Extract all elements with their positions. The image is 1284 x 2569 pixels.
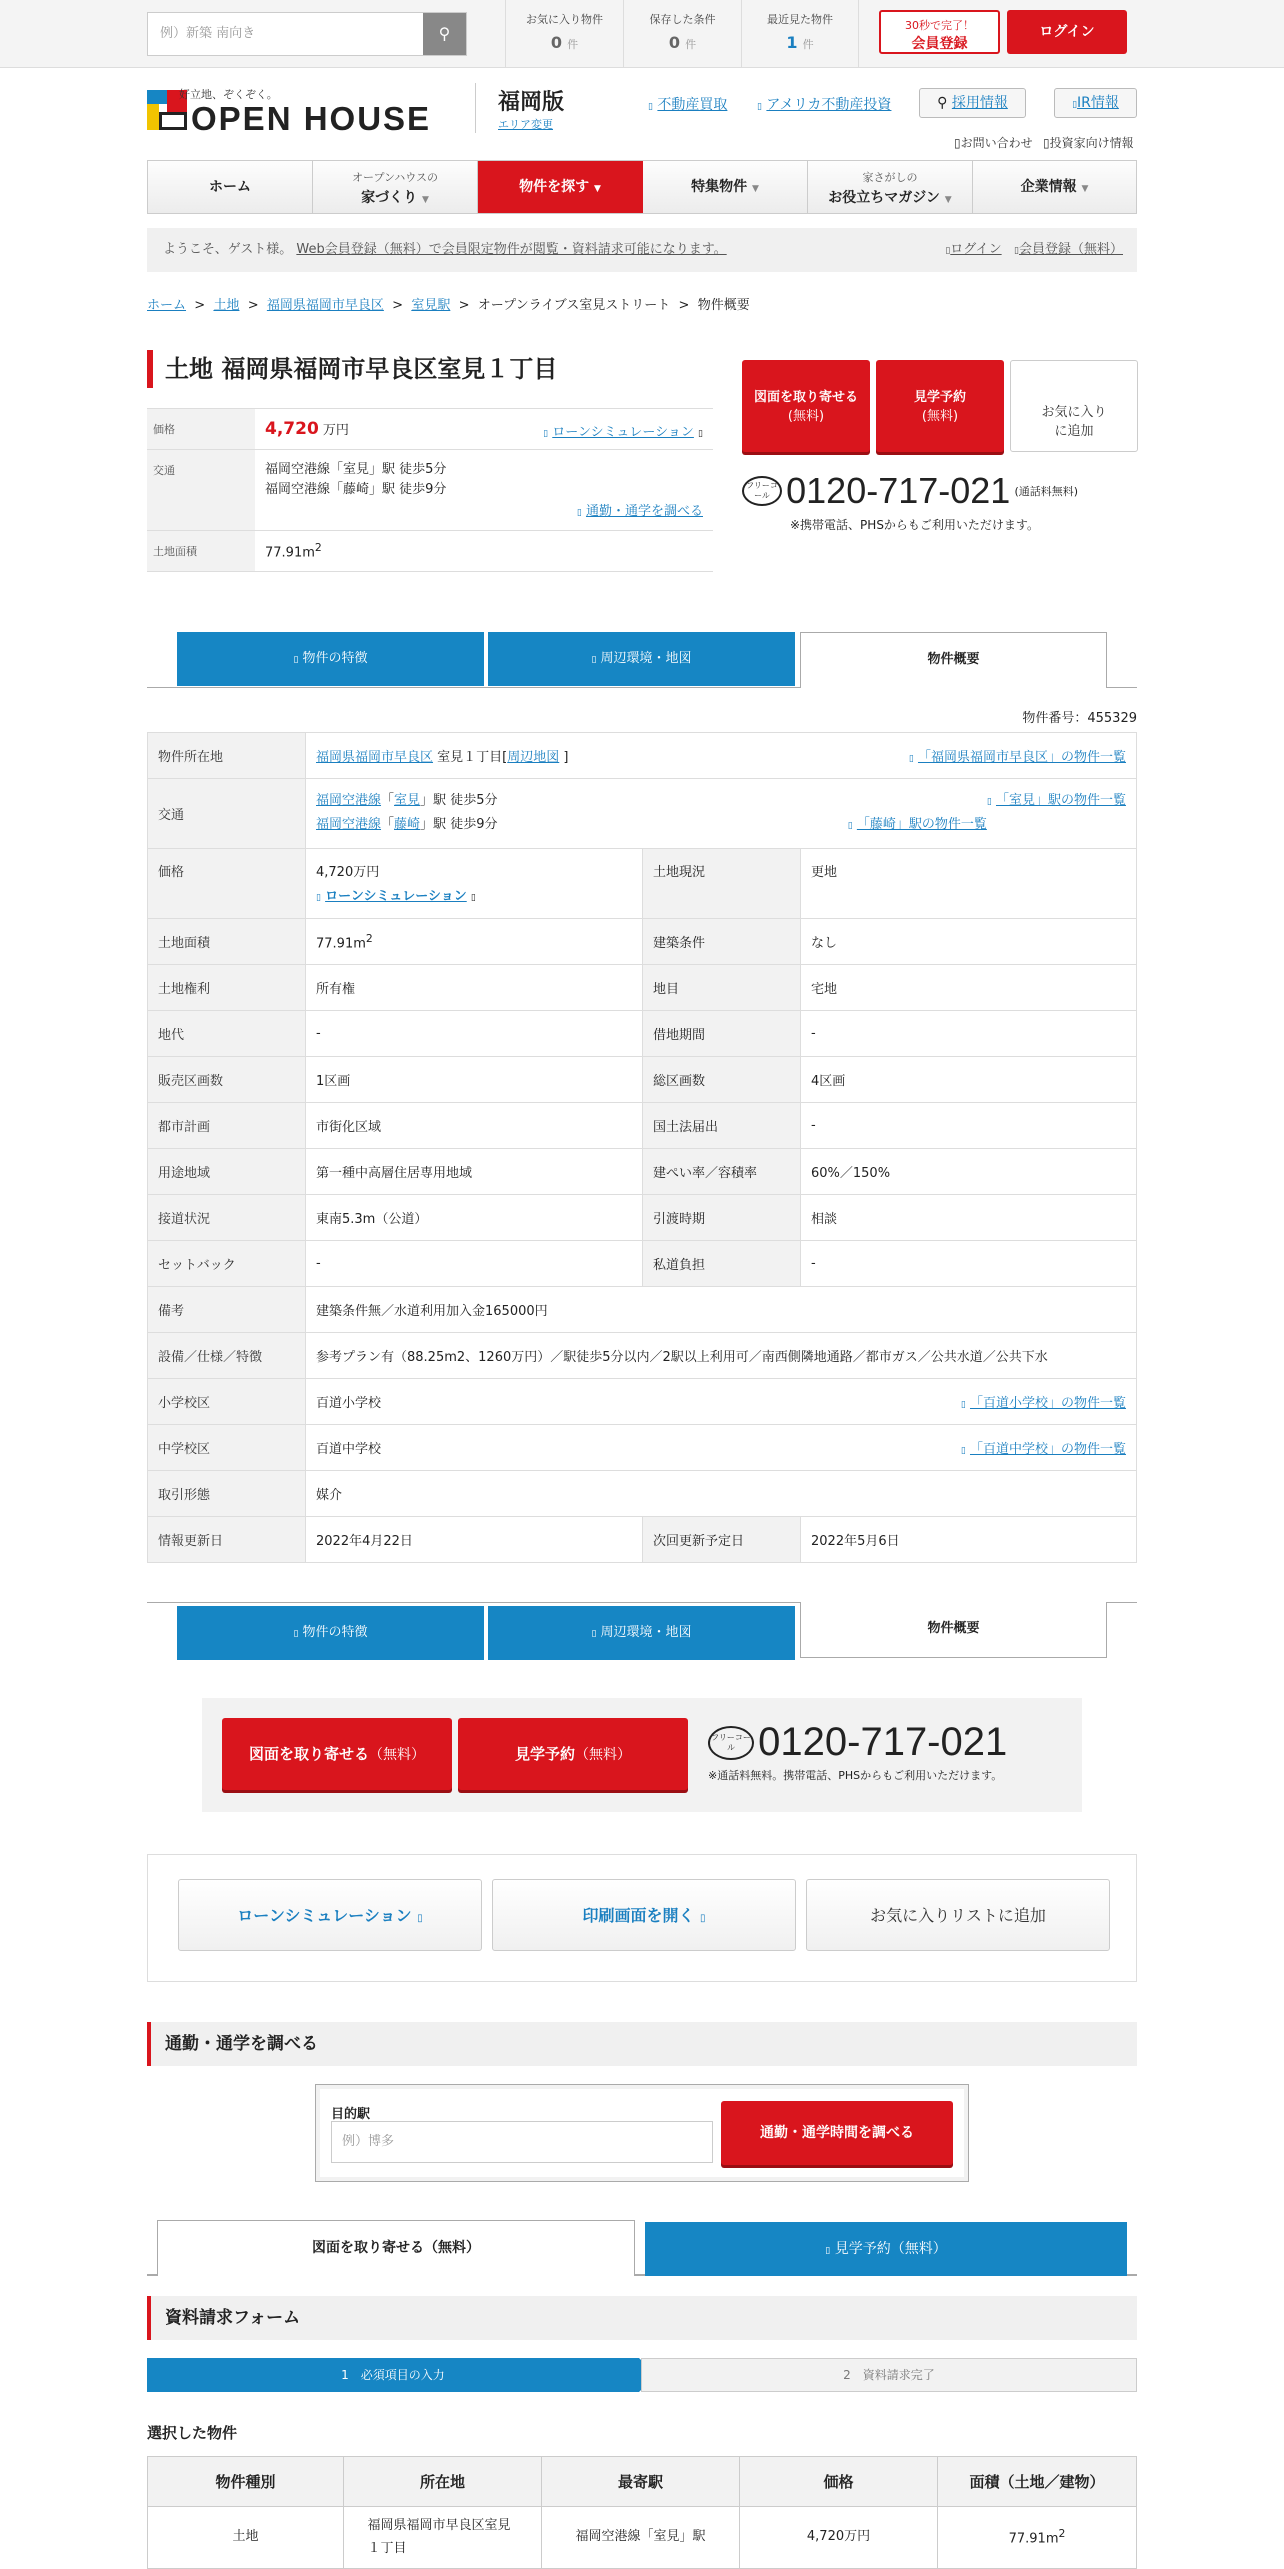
t2-list-label: 「藤崎」駅の物件一覧	[856, 817, 987, 832]
favorites-counter[interactable]	[505, 0, 623, 68]
page-title: 土地 福岡県福岡市早良区室見１丁目	[147, 350, 557, 388]
region-change-link[interactable]: エリア変更	[498, 118, 553, 131]
freecall-icon: フリーコール	[742, 476, 782, 506]
header-link-buyback-label: 不動産買取	[657, 97, 728, 113]
bottom-phone-note: ※通話料無料。携帯電話、PHSからもご利用いただけます。	[708, 1769, 1003, 1782]
land-category-value: 宅地	[801, 965, 1137, 1011]
city-plan-value: 市街化区域	[306, 1103, 643, 1149]
welcome-text: ようこそ、ゲスト様。	[163, 242, 293, 257]
chevron-down-icon: ▼	[944, 195, 952, 205]
col-station: 最寄駅	[542, 2457, 740, 2507]
table-row	[148, 1103, 1137, 1149]
status-label: 土地現況	[643, 849, 801, 919]
t2-line-link[interactable]: 福岡空港線	[316, 817, 382, 832]
tab-features-bottom-label: 物件の特徴	[302, 1625, 368, 1640]
bottom-phone	[708, 1720, 1007, 1783]
loan-sim-link[interactable]: ▯ ローンシミュレーション ▯	[543, 425, 703, 440]
land-right-label: 土地権利	[148, 965, 306, 1011]
ir-label: IR情報	[1077, 95, 1119, 111]
form-steps	[147, 2358, 1137, 2392]
tab-map[interactable]: ▯ 周辺環境・地図	[488, 632, 795, 686]
cell-address: 福岡県福岡市早良区室見１丁目	[367, 2518, 511, 2556]
nav-home[interactable]: ホーム	[148, 161, 313, 213]
updated-label: 情報更新日	[148, 1517, 306, 1563]
tab-map-label: 周辺環境・地図	[600, 651, 692, 666]
visit-reserve-button[interactable]	[876, 360, 1004, 452]
welcome-bar	[147, 228, 1137, 272]
login-button[interactable]: ログイン	[1007, 10, 1127, 54]
handover-label: 引渡時期	[643, 1195, 801, 1241]
nla-value: -	[801, 1103, 1137, 1149]
chevron-down-icon: ▼	[751, 184, 759, 194]
header-link-us-invest[interactable]: ▯ アメリカ不動産投資	[757, 97, 892, 113]
location-label: 物件所在地	[148, 733, 306, 779]
add-favorite-list-button[interactable]	[806, 1879, 1110, 1951]
search-icon: ⚲	[438, 24, 451, 43]
location-end: ]	[563, 750, 569, 765]
zoning-label: 用途地域	[148, 1149, 306, 1195]
square-icon: ▯	[1072, 100, 1078, 110]
next-update-label: 次回更新予定日	[643, 1517, 801, 1563]
square-icon: ▯	[1014, 246, 1019, 256]
table-row	[148, 1517, 1137, 1563]
logo-text: OPEN HOUSE	[191, 100, 432, 137]
saved-unit: 件	[685, 38, 697, 51]
nla-label: 国土法届出	[643, 1103, 801, 1149]
nav-search[interactable]	[478, 161, 643, 213]
price-value: 4,720万円	[316, 865, 380, 880]
commute-link-label: 通勤・通学を調べる	[585, 504, 703, 519]
traffic-label: 交通	[148, 779, 306, 849]
favorites-label: お気に入り物件	[526, 13, 603, 26]
property-number: 物件番号：455329	[1022, 711, 1137, 726]
table-row	[148, 1425, 1137, 1471]
recent-unit: 件	[802, 38, 814, 51]
rent-value: -	[306, 1011, 643, 1057]
add-favorite-line2: に追加	[1054, 424, 1094, 439]
updated-value: 2022年4月22日	[306, 1517, 643, 1563]
cell-station: 福岡空港線「室見」駅	[542, 2507, 740, 2569]
phone-note: (通話料無料)	[1014, 485, 1079, 498]
visit-reserve-label: 見学予約	[913, 390, 966, 405]
summary-row-area	[147, 531, 713, 572]
site-logo[interactable]	[147, 86, 431, 138]
form-tab-visit[interactable]: ▯ 見学予約（無料）	[645, 2222, 1127, 2276]
breadcrumb-station[interactable]: 室見駅	[411, 298, 451, 313]
junior-value: 百道中学校	[316, 1442, 382, 1457]
add-favorite-list-label: お気に入りリストに追加	[870, 1906, 1046, 1925]
table-row: 交通 福岡空港線「室見」駅 徒歩5分 ▯ 「室見」駅の物件一覧 福岡空港線「藤崎」駅 徒歩9分 ▯ 「藤崎」駅の物件一覧	[148, 779, 1137, 849]
contact-link[interactable]: ▯お問い合わせ	[954, 136, 1033, 150]
rent-label: 地代	[148, 1011, 306, 1057]
lots-value: 1区画	[306, 1057, 643, 1103]
price-label: 価格	[148, 849, 306, 919]
request-drawing-button[interactable]	[742, 360, 870, 452]
summary-price-value: 4,720	[265, 419, 319, 439]
city-plan-label: 都市計画	[148, 1103, 306, 1149]
remarks-label: 備考	[148, 1287, 306, 1333]
t1-list-link[interactable]: ▯ 「室見」駅の物件一覧	[986, 793, 1126, 808]
table-row	[148, 919, 1137, 965]
loan-sim-button-label: ローンシミュレーション	[237, 1906, 412, 1925]
summary-row-price	[147, 409, 713, 450]
tab-summary[interactable]: 物件概要	[800, 632, 1107, 688]
add-favorite-line1: お気に入り	[1041, 405, 1107, 420]
nav-mag-label: お役立ちマガジン	[828, 190, 940, 206]
status-value: 更地	[801, 849, 1137, 919]
bottom-drawing-free: （無料）	[369, 1747, 425, 1763]
favorites-count: 0	[550, 33, 563, 52]
location-list-link[interactable]: ▯ 「福岡県福岡市早良区」の物件一覧	[908, 750, 1126, 765]
price-loan-label: ローンシミュレーション	[325, 889, 467, 904]
square-icon: ▯	[945, 246, 951, 256]
handover-value: 相談	[801, 1195, 1137, 1241]
register-button[interactable]	[879, 10, 1000, 54]
detail-tabs	[147, 632, 1137, 688]
table-row	[148, 1011, 1137, 1057]
top-bar	[0, 0, 1284, 68]
equipment-label: 設備／仕様／特徴	[148, 1333, 306, 1379]
private-road-value: -	[801, 1241, 1137, 1287]
header-link-us-invest-label: アメリカ不動産投資	[766, 97, 892, 113]
table-row	[148, 1149, 1137, 1195]
table-row	[148, 965, 1137, 1011]
recent-label: 最近見た物件	[767, 13, 833, 26]
t1-list-label: 「室見」駅の物件一覧	[995, 793, 1126, 808]
logo-tagline: 好立地、ぞくぞく。	[179, 88, 278, 101]
chevron-down-icon: ▼	[1081, 184, 1089, 194]
phone-number[interactable]: 0120-717-021	[786, 470, 1011, 511]
commute-search-button[interactable]: 通勤・通学時間を調べる	[721, 2101, 953, 2165]
search-button[interactable]	[423, 13, 466, 55]
detail-table	[147, 732, 1137, 1563]
cell-area: 77.91m	[1008, 2531, 1059, 2547]
chevron-down-icon: ▼	[593, 184, 601, 194]
print-button[interactable]	[492, 1879, 796, 1951]
t2-list-link[interactable]: ▯ 「藤崎」駅の物件一覧	[847, 817, 987, 832]
tab-summary-bottom[interactable]: 物件概要	[800, 1602, 1107, 1658]
bottom-drawing-button[interactable]	[222, 1718, 452, 1790]
step-1: 1 必須項目の入力	[147, 2358, 639, 2392]
visit-reserve-free: (無料)	[921, 409, 959, 424]
breadcrumb-area[interactable]: 福岡県福岡市早良区	[266, 298, 384, 313]
location-rest: 室見１丁目[	[433, 750, 508, 765]
main-nav	[147, 160, 1137, 214]
cell-area-sup: 2	[1058, 2526, 1066, 2540]
add-favorite-button[interactable]	[1010, 360, 1138, 452]
welcome-register-free-link[interactable]: 会員登録（無料）	[1018, 242, 1123, 257]
elementary-list-link[interactable]: ▯ 「百道小学校」の物件一覧	[960, 1396, 1126, 1411]
t2-walk: 駅 徒歩9分	[433, 817, 498, 832]
tab-features-bottom[interactable]: ▯ 物件の特徴	[177, 1606, 484, 1660]
register-label: 会員登録	[911, 36, 968, 52]
t2-station-link[interactable]: 藤崎	[394, 817, 421, 832]
table-row	[148, 1195, 1137, 1241]
zoning-value: 第一種中高層住居専用地域	[306, 1149, 643, 1195]
table-row	[148, 1333, 1137, 1379]
loan-sim-button[interactable]	[178, 1879, 482, 1951]
selected-property-table	[147, 2456, 1137, 2569]
investor-label: 投資家向け情報	[1049, 136, 1134, 150]
cell-price: 4,720万円	[740, 2507, 938, 2569]
breadcrumb-home[interactable]: ホーム	[147, 298, 187, 313]
summary-traffic-2: 福岡空港線「藤崎」駅 徒歩9分	[265, 482, 447, 497]
col-type: 物件種別	[148, 2457, 344, 2507]
junior-label: 中学校区	[148, 1425, 306, 1471]
bottom-visit-free: （無料）	[575, 1747, 631, 1763]
register-subtext: 30秒で完了！	[905, 19, 974, 32]
freecall-icon: フリーコール	[708, 1726, 754, 1760]
t1-line-link[interactable]: 福岡空港線	[316, 793, 382, 808]
table-row	[148, 2507, 1137, 2569]
next-update-value: 2022年5月6日	[801, 1517, 1137, 1563]
search-icon: ⚲	[937, 95, 948, 111]
t1-walk: 駅 徒歩5分	[433, 793, 498, 808]
location-list-label: 「福岡県福岡市早良区」の物件一覧	[917, 750, 1126, 765]
elementary-list-label: 「百道小学校」の物件一覧	[969, 1396, 1126, 1411]
condition-label: 建築条件	[643, 919, 801, 965]
equipment-value: 参考プラン有（88.25m2、1260万円）／駅徒歩5分以内／2駅以上利用可／南西側隣地通路／都市ガス／公共水道／公共下水	[306, 1333, 1137, 1379]
detail-tabs-bottom	[147, 1602, 1137, 1660]
nav-mag-sub: 家さがしの	[862, 171, 918, 184]
request-drawing-label: 図面を取り寄せる	[753, 390, 858, 405]
junior-list-link[interactable]: ▯ 「百道中学校」の物件一覧	[960, 1442, 1126, 1457]
road-value: 東南5.3m（公道）	[306, 1195, 643, 1241]
station-label: 目的駅	[331, 2107, 371, 2122]
area-value: 77.91m	[316, 936, 366, 952]
table-row	[148, 1471, 1137, 1517]
recruit-button[interactable]	[919, 88, 1026, 118]
form-tabs	[147, 2220, 1137, 2276]
contact-label: お問い合わせ	[960, 136, 1033, 150]
bottom-drawing-label: 図面を取り寄せる	[248, 1745, 369, 1763]
external-icon: ▯	[417, 1913, 423, 1924]
setback-label: セットバック	[148, 1241, 306, 1287]
nav-build-sub: オープンハウスの	[352, 171, 438, 184]
tab-map-bottom[interactable]: ▯ 周辺環境・地図	[488, 1606, 795, 1660]
table-row	[148, 1241, 1137, 1287]
welcome-register-link[interactable]: Web会員登録（無料）で会員限定物件が閲覧・資料請求可能になります。	[296, 242, 727, 257]
total-lots-value: 4区画	[801, 1057, 1137, 1103]
location-map-link[interactable]: 周辺地図	[507, 750, 560, 765]
region-block	[475, 83, 564, 133]
table-row	[148, 1379, 1137, 1425]
nav-build[interactable]	[313, 161, 478, 213]
nav-search-label: 物件を探す	[519, 179, 590, 195]
bottom-visit-label: 見学予約	[514, 1745, 575, 1763]
remarks-value: 建築条件無／水道利用加入金165000円	[306, 1287, 1137, 1333]
search-box	[147, 12, 467, 56]
table-row	[148, 733, 1137, 779]
tool-buttons	[147, 1854, 1137, 1982]
lease-label: 借地期間	[643, 1011, 801, 1057]
request-drawing-free: (無料)	[787, 409, 825, 424]
bottom-action-panel	[202, 1698, 1082, 1812]
junior-list-label: 「百道中学校」の物件一覧	[969, 1442, 1126, 1457]
elementary-label: 小学校区	[148, 1379, 306, 1425]
summary-row-traffic	[147, 450, 713, 531]
summary-traffic-label: 交通	[147, 450, 255, 530]
tab-features[interactable]: ▯ 物件の特徴	[177, 632, 484, 686]
region-title: 福岡版	[498, 90, 565, 115]
summary-price-label: 価格	[147, 409, 255, 449]
setback-value: -	[306, 1241, 643, 1287]
lease-value: -	[801, 1011, 1137, 1057]
ratio-value: 60%／150%	[801, 1149, 1137, 1195]
recruit-label: 採用情報	[951, 95, 1008, 111]
phone-block	[742, 470, 1078, 533]
chevron-down-icon: ▼	[421, 195, 429, 205]
breadcrumb: ホーム > 土地 > 福岡県福岡市早良区 > 室見駅 > オープンライブス室見ストリート > 物件概要	[147, 298, 750, 313]
elementary-value: 百道小学校	[316, 1396, 382, 1411]
land-category-label: 地目	[643, 965, 801, 1011]
location-link[interactable]: 福岡県福岡市早良区	[316, 750, 434, 765]
lots-label: 販売区画数	[148, 1057, 306, 1103]
summary-traffic-1: 福岡空港線「室見」駅 徒歩5分	[265, 462, 447, 477]
breadcrumb-land[interactable]: 土地	[213, 298, 240, 313]
table-row	[148, 1057, 1137, 1103]
selected-title: 選択した物件	[147, 2424, 238, 2442]
private-road-label: 私道負担	[643, 1241, 801, 1287]
summary-area-value: 77.91m	[265, 545, 315, 561]
nav-corp-label: 企業情報	[1020, 179, 1077, 195]
nav-magazine[interactable]	[808, 161, 973, 213]
ir-button[interactable]	[1054, 88, 1137, 118]
summary-table	[147, 408, 713, 572]
nav-feature[interactable]	[643, 161, 808, 213]
breadcrumb-current: 物件概要	[697, 298, 750, 313]
table-header-row	[148, 2457, 1137, 2507]
recent-counter[interactable]	[741, 0, 859, 68]
commute-section-title: 通勤・通学を調べる	[147, 2022, 1137, 2066]
commute-form	[315, 2084, 969, 2182]
nav-corporate[interactable]	[973, 161, 1136, 213]
saved-counter[interactable]	[623, 0, 741, 68]
summary-area-label: 土地面積	[147, 531, 255, 571]
area-label: 土地面積	[148, 919, 306, 965]
tab-map-bottom-label: 周辺環境・地図	[600, 1625, 692, 1640]
col-area: 面積（土地／建物）	[938, 2457, 1137, 2507]
total-lots-label: 総区画数	[643, 1057, 801, 1103]
step-2: 2 資料請求完了	[641, 2358, 1137, 2392]
welcome-login-link[interactable]: ログイン	[950, 242, 1002, 257]
col-price: 価格	[740, 2457, 938, 2507]
print-button-label: 印刷画面を開く	[582, 1906, 695, 1925]
tab-features-label: 物件の特徴	[302, 651, 368, 666]
area-sup: 2	[365, 931, 373, 945]
header-link-buyback[interactable]: ▯ 不動産買取	[648, 97, 728, 113]
nav-build-label: 家づくり	[361, 190, 418, 206]
saved-count: 0	[668, 33, 681, 52]
land-right-value: 所有権	[306, 965, 643, 1011]
table-row	[148, 1287, 1137, 1333]
search-input[interactable]: 例）新築 南向き	[160, 26, 256, 41]
ratio-label: 建ぺい率／容積率	[643, 1149, 801, 1195]
bottom-phone-number[interactable]: 0120-717-021	[758, 1720, 1008, 1764]
price-loan-link[interactable]: ▯ ローンシミュレーション ▯	[316, 889, 476, 904]
phone-sub: ※携帯電話、PHSからもご利用いただけます。	[790, 518, 1039, 532]
table-row	[148, 849, 1137, 919]
cell-type: 土地	[148, 2507, 344, 2569]
col-address: 所在地	[344, 2457, 542, 2507]
investor-link[interactable]: ▯投資家向け情報	[1043, 136, 1134, 150]
station-input[interactable]: 例）博多	[331, 2121, 713, 2163]
recent-count: 1	[786, 33, 798, 52]
saved-label: 保存した条件	[649, 13, 716, 26]
t1-station-link[interactable]: 室見	[394, 793, 421, 808]
form-tab-visit-label: 見学予約（無料）	[834, 2241, 947, 2257]
favorites-unit: 件	[567, 38, 579, 51]
loan-sim-label: ローンシミュレーション	[552, 425, 694, 440]
road-label: 接道状況	[148, 1195, 306, 1241]
deal-type-label: 取引形態	[148, 1471, 306, 1517]
nav-feature-label: 特集物件	[691, 179, 748, 195]
form-tab-drawing[interactable]: 図面を取り寄せる（無料）	[157, 2220, 635, 2276]
breadcrumb-project: オープンライブス室見ストリート	[477, 298, 671, 313]
summary-price-unit: 万円	[322, 423, 349, 438]
summary-area-sup: 2	[314, 541, 322, 554]
external-icon: ▯	[700, 1913, 706, 1924]
form-section-title: 資料請求フォーム	[147, 2296, 1137, 2340]
commute-link[interactable]: ▯ 通勤・通学を調べる	[576, 504, 703, 519]
condition-value: なし	[801, 919, 1137, 965]
bottom-visit-button[interactable]	[458, 1718, 688, 1790]
deal-type-value: 媒介	[306, 1471, 1137, 1517]
